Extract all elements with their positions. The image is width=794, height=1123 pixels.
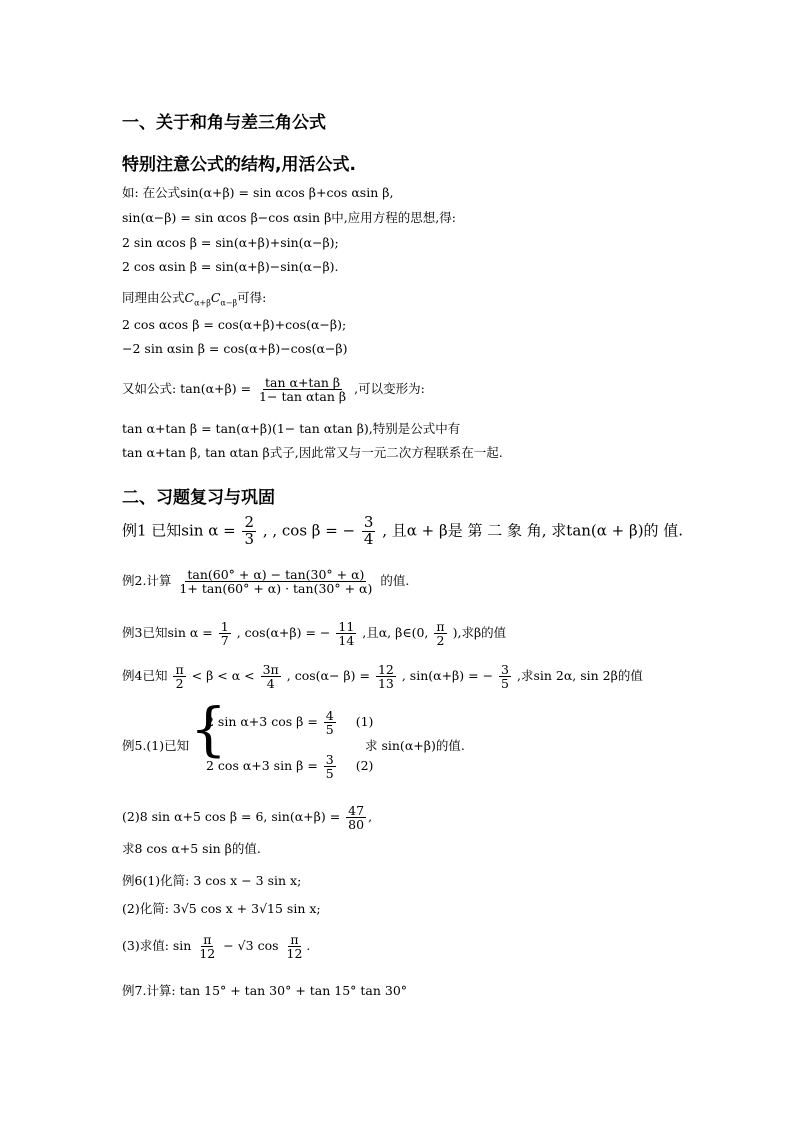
formula-line-8	[122, 376, 425, 403]
fraction-numerator: π	[203, 932, 212, 947]
fraction-denominator: 2	[175, 676, 184, 692]
fraction-numerator: 11	[338, 619, 355, 634]
fraction-numerator: 12	[377, 662, 394, 677]
example-text: < β < α <	[191, 668, 255, 684]
example-4	[122, 663, 643, 690]
emphasis-heading: 特别注意公式的结构,用活公式.	[122, 155, 356, 175]
fraction	[173, 663, 185, 690]
example-text: 求 sin(α+β)的值.	[365, 738, 465, 753]
formula-text: 同理由公式	[122, 290, 185, 305]
formula-line-6: 2 cos αcos β = cos(α+β)+cos(α−β);	[122, 317, 347, 332]
fraction-numerator: 4	[325, 708, 334, 723]
formula-line-9: tan α+tan β = tan(α+β)(1− tan αtan β),特别是公式中有	[122, 421, 461, 436]
formula-line-2: sin(α−β) = sin αcos β−cos αsin β中,应用方程的思想,得:	[122, 210, 456, 225]
example-text: ),求β的值	[452, 625, 507, 641]
formula-text: ,可以变形为:	[354, 381, 425, 397]
fraction-denominator: 5	[501, 676, 509, 692]
example-5-part-2	[122, 804, 372, 831]
example-text: 例1 已知sin α =	[122, 521, 236, 540]
fraction-numerator: 3	[325, 752, 334, 767]
example-text: 例6(1)化简: 3 cos x − 3 sin x;	[122, 873, 302, 888]
fraction-denominator: 1+ tan(60° + α) · tan(30° + α)	[179, 581, 373, 597]
example-1	[122, 515, 683, 548]
fraction-denominator: 5	[325, 722, 334, 738]
fraction-numerator: π	[436, 619, 445, 634]
example-text: ,	[368, 809, 373, 825]
example-text: .	[306, 938, 311, 954]
fraction-denominator: 12	[286, 946, 303, 962]
fraction-denominator: 12	[199, 946, 216, 962]
fraction-denominator: 7	[220, 633, 229, 649]
formula-text: 可得:	[237, 290, 267, 305]
fraction	[219, 620, 231, 647]
example-text: (2)化简: 3√5 cos x + 3√15 sin x;	[122, 901, 321, 916]
fraction-numerator: 3	[501, 662, 509, 677]
formula-line-7: −2 sin αsin β = cos(α+β)−cos(α−β)	[122, 341, 348, 356]
fraction-numerator: π	[290, 932, 299, 947]
fraction-denominator: 14	[338, 633, 355, 649]
fraction-denominator: 2	[436, 633, 445, 649]
example-text: 例5.(1)已知	[122, 738, 190, 753]
example-text: ,且α, β∈(0,	[362, 625, 429, 641]
section-heading-2: 二、习题复习与巩固	[122, 488, 275, 508]
formula-line-5	[122, 292, 266, 308]
fraction-denominator: 80	[348, 817, 365, 833]
fraction-numerator: π	[175, 662, 184, 677]
formula-line-1: 如: 在公式sin(α+β) = sin αcos β+cos αsin β,	[122, 185, 394, 200]
fraction	[336, 620, 356, 647]
fraction-numerator: 47	[348, 803, 365, 818]
fraction	[257, 376, 348, 403]
example-text: (3)求值: sin	[122, 938, 192, 954]
formula-line-10: tan α+tan β, tan αtan β式子,因此常又与一元二次方程联系在一起.	[122, 445, 503, 460]
system-equation-1	[206, 709, 373, 736]
equation-tag: (2)	[355, 758, 374, 774]
example-7: 例7.计算: tan 15° + tan 30° + tan 15° tan 30°	[122, 983, 408, 998]
formula-line-3: 2 sin αcos β = sin(α+β)+sin(α−β);	[122, 235, 339, 250]
equation-text: 2 cos α+3 sin β =	[206, 758, 318, 774]
fraction-numerator: 3	[363, 513, 374, 531]
formula-symbol: C	[210, 290, 221, 305]
fraction	[197, 933, 217, 960]
system-brace: {	[190, 695, 227, 763]
equation-tag: (1)	[355, 714, 374, 730]
example-text: (2)8 sin α+5 cos β = 6, sin(α+β) =	[122, 809, 341, 825]
fraction-numerator: tan(60° + α) − tan(30° + α)	[187, 567, 365, 582]
fraction	[434, 620, 446, 647]
section-heading-1: 一、关于和角与差三角公式	[122, 113, 326, 133]
example-text: 例4已知	[122, 668, 168, 684]
example-3	[122, 620, 506, 647]
fraction-numerator: 1	[220, 619, 229, 634]
fraction-numerator: tan α+tan β	[265, 375, 341, 390]
formula-symbol: C	[184, 290, 195, 305]
fraction	[261, 663, 281, 690]
formula-text: 又如公式: tan(α+β) =	[122, 381, 252, 397]
fraction-numerator: 2	[244, 513, 255, 531]
fraction	[346, 804, 366, 831]
fraction-denominator: 1− tan αtan β	[259, 389, 347, 405]
fraction-numerator: 3π	[262, 662, 279, 677]
equation-text: 2 sin α+3 cos β =	[206, 714, 318, 730]
system-equation-2	[206, 753, 373, 780]
fraction	[285, 933, 305, 960]
fraction	[499, 663, 511, 690]
example-text: 的值.	[380, 573, 410, 589]
fraction	[324, 709, 336, 736]
fraction-denominator: 5	[325, 766, 334, 782]
fraction	[376, 663, 396, 690]
formula-subscript: α+β	[194, 298, 211, 308]
example-text: , , cos β = −	[262, 521, 356, 540]
formula-subscript: α−β	[220, 298, 238, 308]
example-2	[122, 568, 409, 595]
fraction-denominator: 3	[244, 529, 255, 548]
example-text: , 且α + β是 第 二 象 角, 求tan(α + β)的 值.	[382, 521, 684, 540]
fraction	[177, 568, 374, 595]
fraction	[362, 515, 376, 548]
example-text: 例2.计算	[122, 573, 172, 589]
example-text: − √3 cos	[223, 938, 279, 954]
fraction	[242, 515, 256, 548]
example-text: ,求sin 2α, sin 2β的值	[516, 668, 643, 684]
fraction	[324, 753, 336, 780]
example-text: , cos(α− β) =	[286, 668, 370, 684]
example-text: , cos(α+β) = −	[236, 625, 331, 641]
fraction-denominator: 13	[377, 676, 394, 692]
formula-line-4: 2 cos αsin β = sin(α+β)−sin(α−β).	[122, 259, 339, 274]
example-6-part-3	[122, 933, 310, 960]
example-text: 求8 cos α+5 sin β的值.	[122, 841, 261, 856]
fraction-denominator: 4	[266, 676, 275, 692]
example-text: 例3已知sin α =	[122, 625, 213, 641]
fraction-denominator: 4	[363, 529, 374, 548]
example-text: , sin(α+β) = −	[401, 668, 494, 684]
